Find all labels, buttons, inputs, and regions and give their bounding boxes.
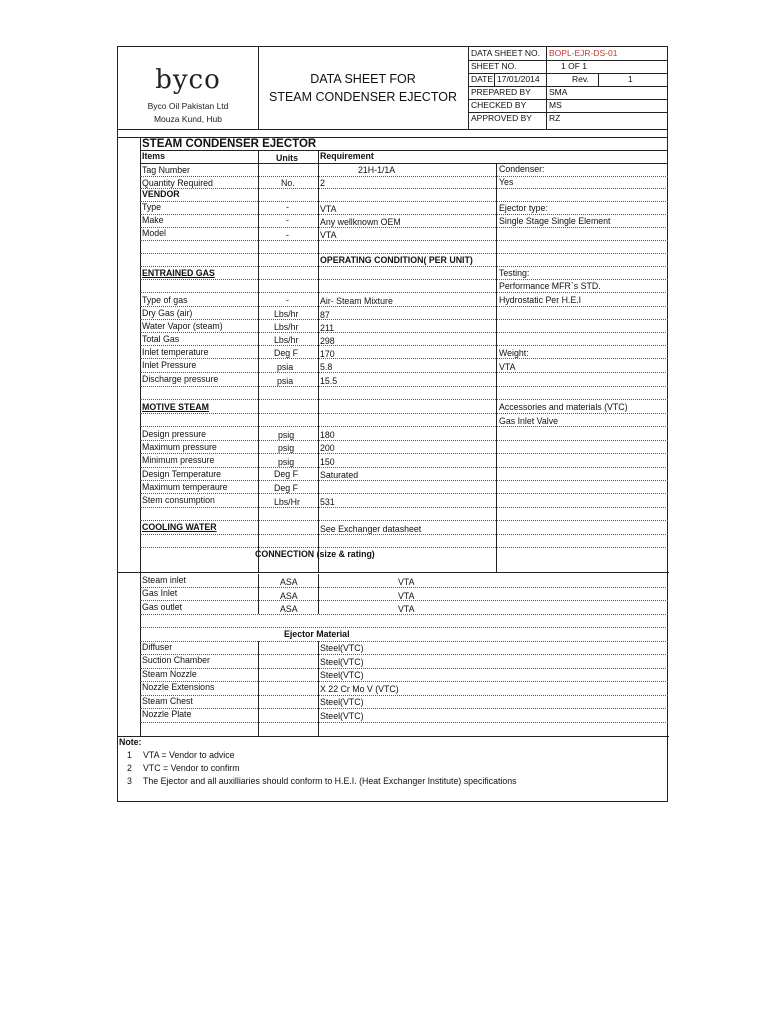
connection-row-label: Steam inlet bbox=[142, 575, 187, 585]
material-row-label: Suction Chamber bbox=[142, 655, 210, 665]
section-title: STEAM CONDENSER EJECTOR bbox=[142, 138, 317, 150]
op-row-value: 5.8 bbox=[320, 362, 333, 372]
material-row-value: X 22 Cr Mo V (VTC) bbox=[320, 684, 399, 694]
op-row-value: 211 bbox=[320, 323, 335, 333]
op-row-value: 15.5 bbox=[320, 376, 338, 386]
material-row-value: Steel(VTC) bbox=[320, 657, 364, 667]
op-row-value: 298 bbox=[320, 336, 335, 346]
tag-number-value: 21H-1/1A bbox=[358, 165, 396, 175]
make-value: Any wellknown OEM bbox=[320, 217, 401, 227]
byco-logo: byco bbox=[155, 65, 221, 95]
cooling-water-heading: COOLING WATER bbox=[142, 522, 217, 532]
connection-row-label: Gas outlet bbox=[142, 602, 183, 612]
motive-row-label: Maximum pressure bbox=[142, 442, 217, 452]
material-row-label: Steam Chest bbox=[142, 696, 193, 706]
note-number: 1 bbox=[127, 750, 132, 760]
op-row-value: 87 bbox=[320, 310, 330, 320]
info-row-sheet-no: SHEET NO. 1 OF 1 bbox=[468, 60, 668, 74]
motive-row-label: Maximum temperaure bbox=[142, 482, 228, 492]
vendor-heading: VENDOR bbox=[142, 189, 180, 199]
note-text: The Ejector and all auxilliaries should conform to H.E.I. (Heat Exchanger Institute) specifications bbox=[143, 776, 517, 786]
type-value: VTA bbox=[320, 204, 337, 214]
quantity-label: Quantity Required bbox=[142, 178, 213, 188]
connection-row-value: VTA bbox=[398, 577, 415, 587]
motive-row-value: 180 bbox=[320, 430, 335, 440]
info-row-date: DATE 17/01/2014 Rev. 1 bbox=[468, 73, 668, 87]
motive-row-label: Minimum pressure bbox=[142, 455, 215, 465]
quantity-unit: No. bbox=[281, 178, 295, 188]
material-row-label: Nozzle Plate bbox=[142, 709, 192, 719]
material-row-label: Nozzle Extensions bbox=[142, 682, 215, 692]
material-row-value: Steel(VTC) bbox=[320, 697, 364, 707]
title-line-2: STEAM CONDENSER EJECTOR bbox=[269, 90, 457, 104]
connection-row-value: VTA bbox=[398, 591, 415, 601]
material-row-value: Steel(VTC) bbox=[320, 711, 364, 721]
testing-label: Testing: bbox=[499, 268, 530, 278]
note-text: VTA = Vendor to advice bbox=[143, 750, 235, 760]
title-line-1: DATA SHEET FOR bbox=[310, 72, 416, 86]
condenser-value: Yes bbox=[499, 177, 514, 187]
accessories-label: Accessories and materials (VTC) bbox=[499, 402, 628, 412]
testing-hydrostatic: Hydrostatic Per H.E.I bbox=[499, 295, 582, 305]
note-number: 2 bbox=[127, 763, 132, 773]
model-label: Model bbox=[142, 228, 166, 238]
quantity-value: 2 bbox=[320, 178, 325, 188]
connection-row-label: Gas Inlet bbox=[142, 588, 178, 598]
company-location: Mouza Kund, Hub bbox=[153, 114, 223, 124]
column-header-items: Items bbox=[142, 151, 165, 161]
op-row-value: 170 bbox=[320, 349, 335, 359]
document-title bbox=[258, 47, 469, 129]
op-row-value: Air- Steam Mixture bbox=[320, 296, 393, 306]
info-row-data-sheet-no: DATA SHEET NO. BOPL-EJR-DS-01 bbox=[468, 47, 668, 61]
entrained-gas-heading: ENTRAINED GAS bbox=[142, 268, 215, 278]
cooling-water-value: See Exchanger datasheet bbox=[320, 524, 422, 534]
tag-number-label: Tag Number bbox=[142, 165, 190, 175]
material-row-value: Steel(VTC) bbox=[320, 670, 364, 680]
column-header-units: Units bbox=[276, 153, 298, 163]
make-label: Make bbox=[142, 215, 164, 225]
motive-row-value: 150 bbox=[320, 457, 335, 467]
motive-steam-heading: MOTIVE STEAM bbox=[142, 402, 209, 412]
op-row-label: Discharge pressure bbox=[142, 374, 219, 384]
company-logo-block bbox=[118, 47, 259, 129]
weight-value: VTA bbox=[499, 362, 516, 372]
connection-row-value: VTA bbox=[398, 604, 415, 614]
note-text: VTC = Vendor to confirm bbox=[143, 763, 240, 773]
ejector-material-title: Ejector Material bbox=[284, 629, 350, 639]
op-row-label: Water Vapor (steam) bbox=[142, 321, 223, 331]
notes-heading: Note: bbox=[119, 737, 142, 747]
date-value: 17/01/2014 bbox=[497, 74, 540, 84]
operating-condition-title: OPERATING CONDITION( PER UNIT) bbox=[320, 255, 473, 265]
info-row-prepared: PREPARED BY SMA bbox=[468, 86, 668, 100]
material-row-value: Steel(VTC) bbox=[320, 643, 364, 653]
op-row-label: Inlet temperature bbox=[142, 347, 209, 357]
info-row-approved: APPROVED BY RZ bbox=[471, 113, 561, 123]
type-label: Type bbox=[142, 202, 162, 212]
material-row-label: Steam Nozzle bbox=[142, 669, 197, 679]
motive-row-value: Saturated bbox=[320, 470, 359, 480]
column-header-requirement: Requirement bbox=[320, 151, 374, 161]
accessories-value: Gas Inlet Valve bbox=[499, 416, 559, 426]
op-row-label: Inlet Pressure bbox=[142, 360, 197, 370]
ejector-type-value: Single Stage Single Element bbox=[499, 216, 611, 226]
motive-row-label: Design pressure bbox=[142, 429, 207, 439]
motive-row-label: Stem consumption bbox=[142, 495, 215, 505]
testing-performance: Performance MFR`s STD. bbox=[499, 281, 601, 291]
connection-title: CONNECTION (size & rating) bbox=[255, 549, 375, 559]
op-row-label: Total Gas bbox=[142, 334, 180, 344]
op-row-label: Type of gas bbox=[142, 295, 188, 305]
info-row-checked: CHECKED BY MS bbox=[468, 99, 668, 113]
weight-label: Weight: bbox=[499, 348, 529, 358]
op-row-label: Dry Gas (air) bbox=[142, 308, 193, 318]
note-number: 3 bbox=[127, 776, 132, 786]
data-sheet-number: BOPL-EJR-DS-01 bbox=[549, 48, 618, 58]
motive-row-label: Design Temperature bbox=[142, 469, 222, 479]
revision-value: 1 bbox=[628, 74, 633, 84]
material-row-label: Diffuser bbox=[142, 642, 173, 652]
data-sheet: byco Byco Oil Pakistan Ltd Mouza Kund, Hub DATA SHEET FOR STEAM CONDENSER EJECTOR DATA SHEET NO. BOPL-EJR-DS-01 SHEET NO. 1 OF 1 DATE 17/01/2014 Rev. 1 PREPARED BY SMA CHECKED BY MS APPROVED BY RZ STEAM CONDENSER EJECTOR Items Units Requirement Tag Number 21H-1/1A Condenser: Quantity Required No. 2 Yes VENDOR Type - VTA Ejector type: Make - Any wellknown OEM Single Stage Single Element Model - VTA OPERATING CONDITION( PER UNIT) ENTRAINED GAS Testing: Performance MFR`s STD. Type of gas - Air- Steam Mixture Hydrostatic Per H.E.I Dry Gas (air) Lbs/hr 87 Water Vapor (steam) Lbs/hr 211 Total Gas Lbs/hr 298 Inlet temperature Deg F 170 Weight: Inlet Pressure psia 5.8 VTA Discharge pressure psia 15.5 MOTIVE STEAM Accessories and materials (VTC) Gas Inlet Valve Design pressure psig 180 Maximum pressure psig 200 Minimum pressure psig 150 Design Temperature Deg F Saturated Maximum temperaure Deg F Stem consumption Lbs/Hr 531 COOLING WATER See Exchanger datasheet CONNECTION (size & rating) Steam inlet ASA VTA Gas Inlet ASA VTA Gas outlet ASA VTA Ejector Material Diffuser Steel(VTC) Suction Chamber Steel(VTC) Steam Nozzle Steel(VTC) Nozzle Extensions X 22 Cr Mo V (VTC) Steam Chest Steel(VTC) Nozzle Plate Steel(VTC) Note: 1 VTA = Vendor to advice 2 VTC = Vendor to confirm 3 The Ejector and all auxilliaries should conform to H.E.I. (Heat Exchanger Institute) specifications bbox=[117, 46, 668, 802]
motive-row-value: 200 bbox=[320, 443, 335, 453]
model-value: VTA bbox=[320, 230, 337, 240]
condenser-label: Condenser: bbox=[499, 164, 545, 174]
motive-row-value: 531 bbox=[320, 497, 335, 507]
company-name: Byco Oil Pakistan Ltd bbox=[147, 101, 229, 111]
ejector-type-label: Ejector type: bbox=[499, 203, 548, 213]
document-info-box bbox=[468, 47, 668, 129]
